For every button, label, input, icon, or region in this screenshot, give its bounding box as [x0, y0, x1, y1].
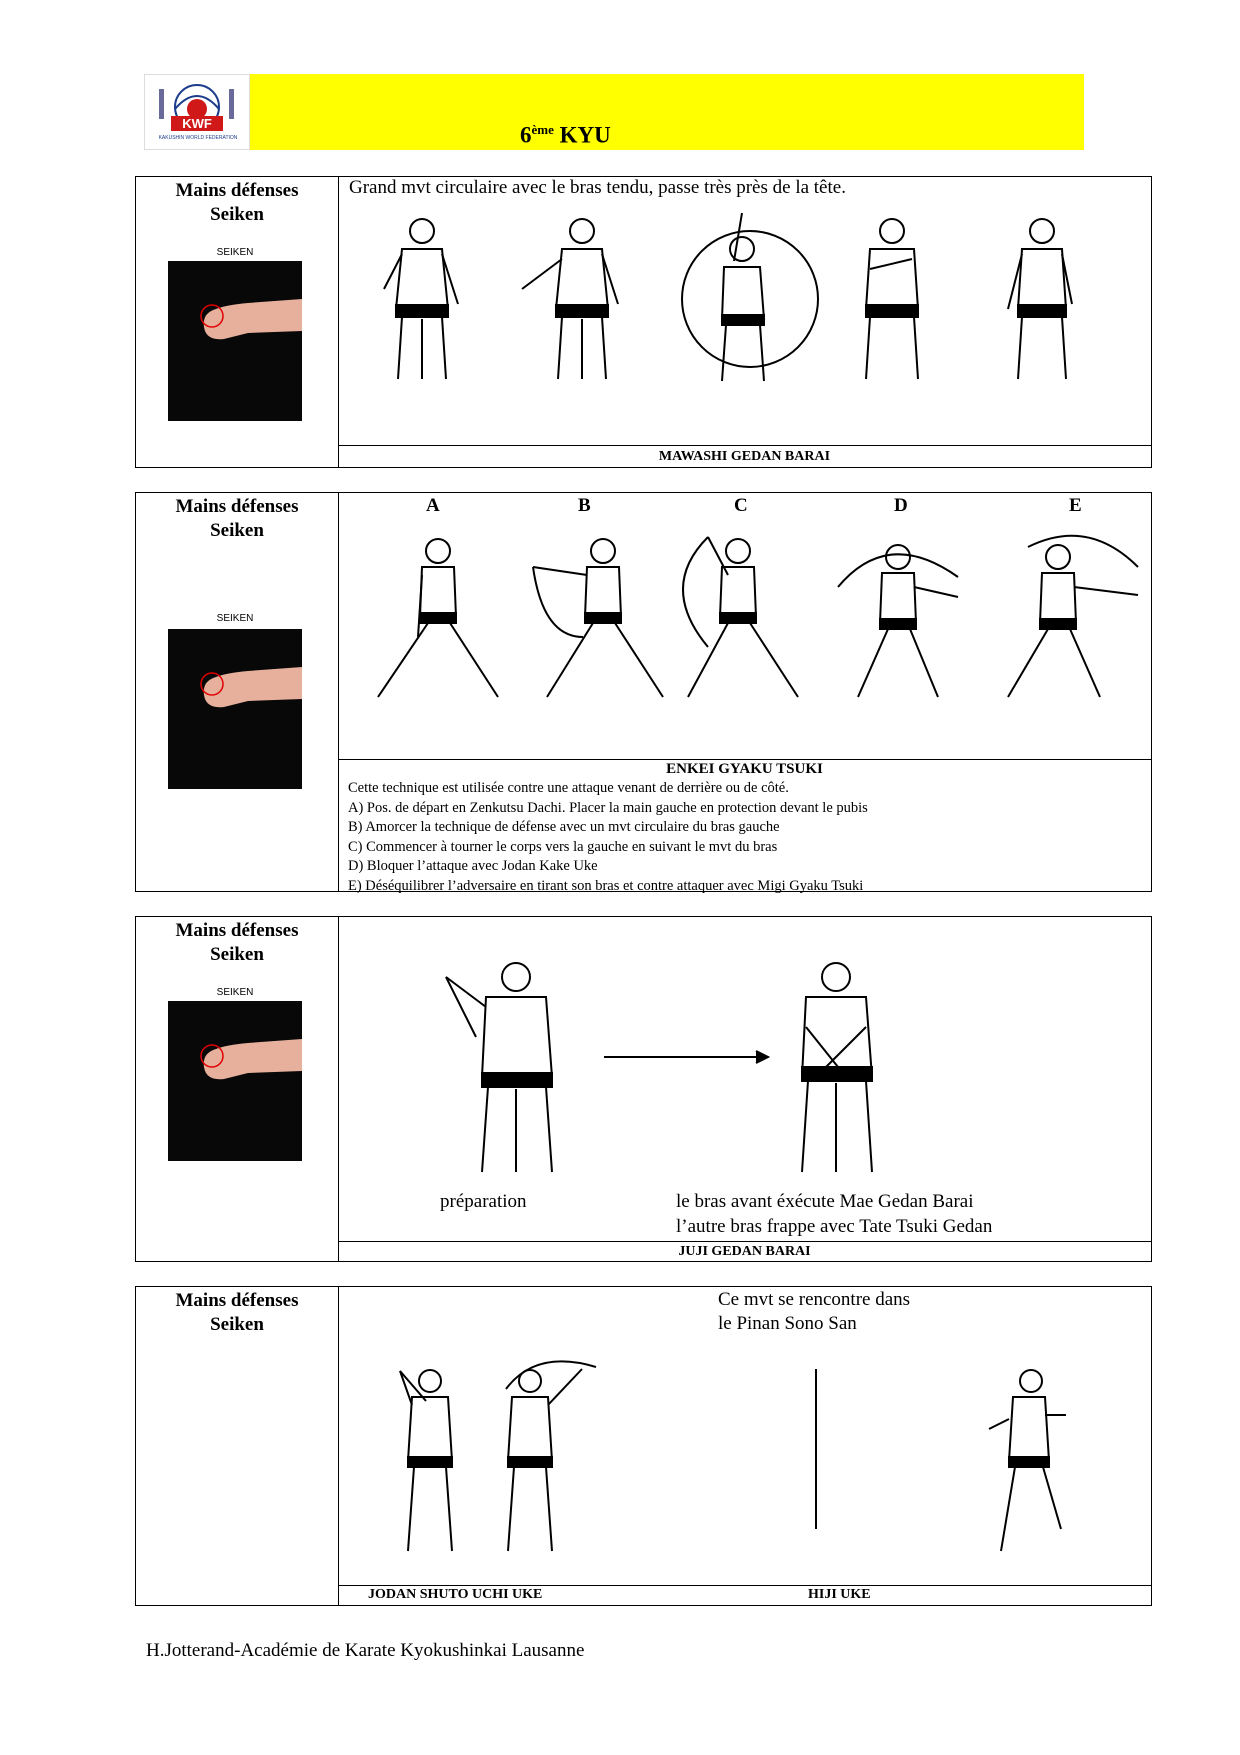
seiken-fist-photo: [168, 1001, 302, 1161]
category-line2: Seiken: [210, 204, 264, 225]
technique-table-mawashi-gedan-barai: [135, 176, 1152, 468]
category-line1: Mains défenses: [175, 1290, 299, 1311]
note-line: Cette technique est utilisée contre une attaque venant de derrière ou de côté.: [348, 780, 789, 796]
technique-name-left: JODAN SHUTO UCHI UKE: [368, 1587, 543, 1602]
page-footer: H.Jotterand-Académie de Karate Kyokushinkai Lausanne: [146, 1640, 585, 1661]
note-line: B) Amorcer la technique de défense avec un mvt circulaire du bras gauche: [348, 819, 780, 835]
page-title: 6ème KYU: [520, 122, 611, 148]
category-line2: Seiken: [210, 520, 264, 541]
note-line: A) Pos. de départ en Zenkutsu Dachi. Placer la main gauche en protection devant le pubis: [348, 799, 868, 816]
category-line1: Mains défenses: [175, 920, 299, 941]
technique-name-right: HIJI UKE: [808, 1587, 871, 1602]
kwf-logo: [144, 74, 250, 150]
divider: [338, 1585, 1151, 1586]
step-letter-e: E: [1069, 495, 1082, 516]
category-line1: Mains défenses: [175, 180, 299, 201]
juji-gedan-barai-figures-icon: [436, 947, 996, 1183]
category-line2: Seiken: [210, 944, 264, 965]
caption-preparation: préparation: [440, 1191, 527, 1212]
photo-label: SEIKEN: [216, 987, 254, 998]
fist-icon: [168, 1001, 302, 1161]
step-letter-d: D: [894, 495, 908, 516]
seiken-fist-photo: [168, 629, 302, 789]
photo-label: SEIKEN: [216, 613, 254, 624]
technique-table-enkei-gyaku-tsuki: [135, 492, 1152, 892]
mawashi-gedan-barai-sequence-icon: [362, 209, 1142, 409]
caption-right-1: le bras avant éxécute Mae Gedan Barai: [676, 1191, 974, 1212]
note-line2: le Pinan Sono San: [718, 1313, 857, 1334]
logo-subtitle: KAKUSHIN WORLD FEDERATION: [158, 135, 238, 141]
note-line1: Ce mvt se rencontre dans: [718, 1289, 911, 1310]
category-line1: Mains défenses: [175, 496, 299, 517]
technique-table-jodan-shuto-hiji-uke: [135, 1286, 1152, 1606]
jodan-shuto-hiji-uke-figures-icon: [386, 1349, 1066, 1569]
step-letter-b: B: [578, 495, 591, 516]
note-line: E) Déséquilibrer l’adversaire en tirant son bras et contre attaquer avec Migi Gyaku Tsuki: [348, 877, 864, 894]
step-letter-a: A: [426, 495, 440, 516]
note-line: D) Bloquer l’attaque avec Jodan Kake Uke: [348, 858, 598, 874]
enkei-gyaku-tsuki-sequence-icon: [358, 527, 1148, 717]
technique-name: MAWASHI GEDAN BARAI: [338, 445, 1151, 469]
logo-text: KWF: [171, 116, 223, 131]
technique-name: JUJI GEDAN BARAI: [338, 1241, 1151, 1263]
fist-icon: [168, 629, 302, 789]
technique-description: Grand mvt circulaire avec le bras tendu, passe très près de la tête.: [349, 177, 846, 198]
category-line2: Seiken: [210, 1314, 264, 1335]
fist-icon: [168, 261, 302, 421]
caption-right-2: l’autre bras frappe avec Tate Tsuki Gedan: [676, 1216, 993, 1237]
technique-table-juji-gedan-barai: [135, 916, 1152, 1262]
photo-label: SEIKEN: [216, 247, 254, 258]
step-letter-c: C: [734, 495, 748, 516]
technique-notes: [348, 779, 868, 896]
note-line: C) Commencer à tourner le corps vers la gauche en suivant le mvt du bras: [348, 838, 778, 855]
seiken-fist-photo: [168, 261, 302, 421]
divider: [338, 759, 1151, 760]
technique-name: ENKEI GYAKU TSUKI: [666, 761, 823, 777]
